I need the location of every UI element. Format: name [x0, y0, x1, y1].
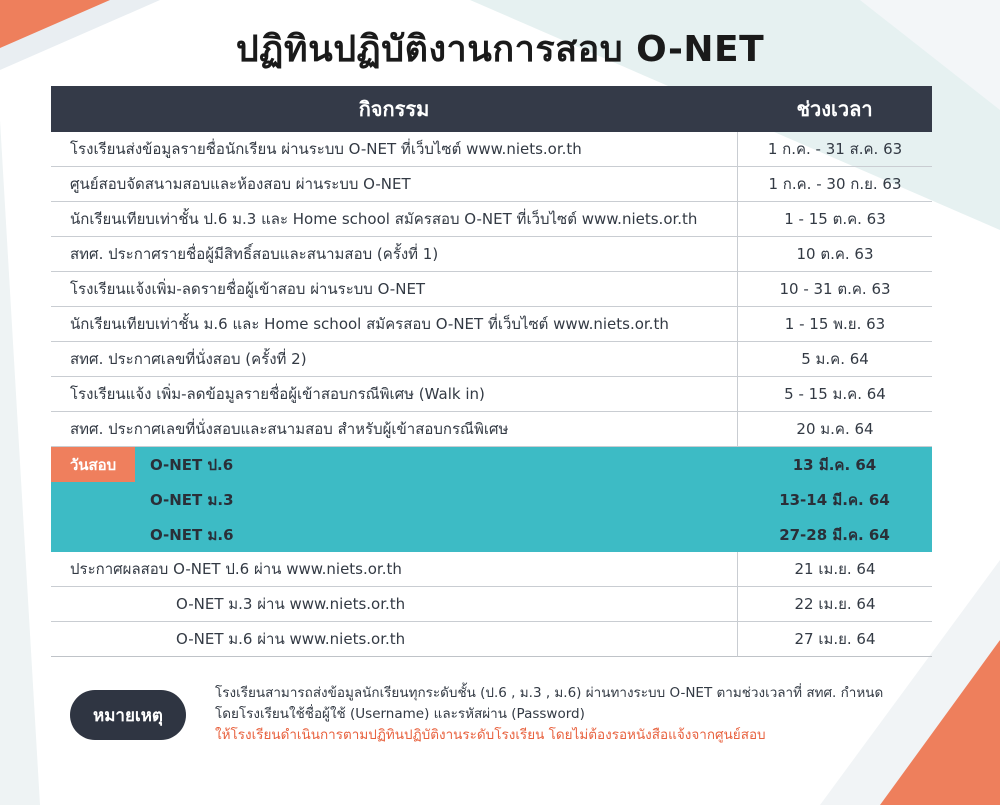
activity-cell: โรงเรียนแจ้ง เพิ่ม-ลดข้อมูลรายชื่อผู้เข้าสอบกรณีพิเศษ (Walk in)	[51, 377, 737, 412]
activity-cell: โรงเรียนส่งข้อมูลรายชื่อนักเรียน ผ่านระบบ O-NET ที่เว็บไซต์ www.niets.or.th	[51, 132, 737, 167]
exam-row	[51, 447, 932, 482]
activity-cell: สทศ. ประกาศรายชื่อผู้มีสิทธิ์สอบและสนามสอบ (ครั้งที่ 1)	[51, 237, 737, 272]
table-header	[51, 86, 932, 132]
table-row	[51, 307, 932, 342]
period-cell: 1 - 15 พ.ย. 63	[737, 307, 932, 342]
table-row	[51, 342, 932, 377]
exam-row	[51, 517, 932, 552]
note-highlight-line: ให้โรงเรียนดำเนินการตามปฏิทินปฏิบัติงานระดับโรงเรียน โดยไม่ต้องรอหนังสือแจ้งจากศูนย์สอบ	[215, 727, 766, 743]
period-cell: 10 ต.ค. 63	[737, 237, 932, 272]
exam-period: 13-14 มี.ค. 64	[779, 490, 890, 509]
exam-label-cell	[51, 447, 737, 482]
exam-label: O-NET ป.6	[150, 455, 234, 474]
table-row	[51, 622, 932, 657]
exam-period: 27-28 มี.ค. 64	[779, 525, 890, 544]
table-row	[51, 132, 932, 167]
exam-row	[51, 482, 932, 517]
period-cell: 1 - 15 ต.ค. 63	[737, 202, 932, 237]
note-line: โดยโรงเรียนใช้ชื่อผู้ใช้ (Username) และรหัสผ่าน (Password)	[215, 706, 585, 722]
schedule-table	[51, 86, 932, 657]
activity-cell: ศูนย์สอบจัดสนามสอบและห้องสอบ ผ่านระบบ O-NET	[51, 167, 737, 202]
activity-cell: นักเรียนเทียบเท่าชั้น ม.6 และ Home school สมัครสอบ O-NET ที่เว็บไซต์ www.niets.or.th	[51, 307, 737, 342]
activity-cell: สทศ. ประกาศเลขที่นั่งสอบ (ครั้งที่ 2)	[51, 342, 737, 377]
table-row	[51, 412, 932, 447]
page-title: ปฏิทินปฏิบัติงานการสอบ O-NET	[235, 29, 765, 70]
table-row	[51, 272, 932, 307]
exam-label: O-NET ม.6	[150, 525, 234, 544]
period-cell: 10 - 31 ต.ค. 63	[737, 272, 932, 307]
period-cell: 22 เม.ย. 64	[737, 587, 932, 622]
note-line: โรงเรียนสามารถส่งข้อมูลนักเรียนทุกระดับชั้น (ป.6 , ม.3 , ม.6) ผ่านทางระบบ O-NET ตามช่วงเวลาที่ สทศ. กำหนด	[215, 685, 884, 701]
period-cell: 1 ก.ค. - 30 ก.ย. 63	[737, 167, 932, 202]
activity-cell: นักเรียนเทียบเท่าชั้น ป.6 ม.3 และ Home school สมัครสอบ O-NET ที่เว็บไซต์ www.niets.or.th	[51, 202, 737, 237]
period-cell: 5 - 15 ม.ค. 64	[737, 377, 932, 412]
table-row	[51, 587, 932, 622]
note-text	[215, 683, 883, 746]
exam-label-cell	[51, 482, 737, 517]
table-row	[51, 237, 932, 272]
header-period: ช่วงเวลา	[796, 97, 873, 121]
exam-day-badge: วันสอบ	[51, 447, 135, 482]
period-cell: 27 เม.ย. 64	[737, 622, 932, 657]
exam-label: O-NET ม.3	[150, 490, 234, 509]
period-cell: 21 เม.ย. 64	[737, 552, 932, 587]
table-row	[51, 552, 932, 587]
period-cell: 5 ม.ค. 64	[737, 342, 932, 377]
period-cell: 1 ก.ค. - 31 ส.ค. 63	[737, 132, 932, 167]
exam-label-cell	[51, 517, 737, 552]
header-activity: กิจกรรม	[358, 97, 430, 121]
exam-period: 13 มี.ค. 64	[792, 455, 877, 474]
activity-cell: O-NET ม.3 ผ่าน www.niets.or.th	[51, 587, 737, 622]
activity-cell: โรงเรียนแจ้งเพิ่ม-ลดรายชื่อผู้เข้าสอบ ผ่านระบบ O-NET	[51, 272, 737, 307]
table-row	[51, 377, 932, 412]
activity-cell: O-NET ม.6 ผ่าน www.niets.or.th	[51, 622, 737, 657]
table-row	[51, 167, 932, 202]
table-row	[51, 202, 932, 237]
activity-cell: ประกาศผลสอบ O-NET ป.6 ผ่าน www.niets.or.th	[51, 552, 737, 587]
activity-cell: สทศ. ประกาศเลขที่นั่งสอบและสนามสอบ สำหรับผู้เข้าสอบกรณีพิเศษ	[51, 412, 737, 447]
note-badge: หมายเหตุ	[70, 690, 186, 740]
period-cell: 20 ม.ค. 64	[737, 412, 932, 447]
